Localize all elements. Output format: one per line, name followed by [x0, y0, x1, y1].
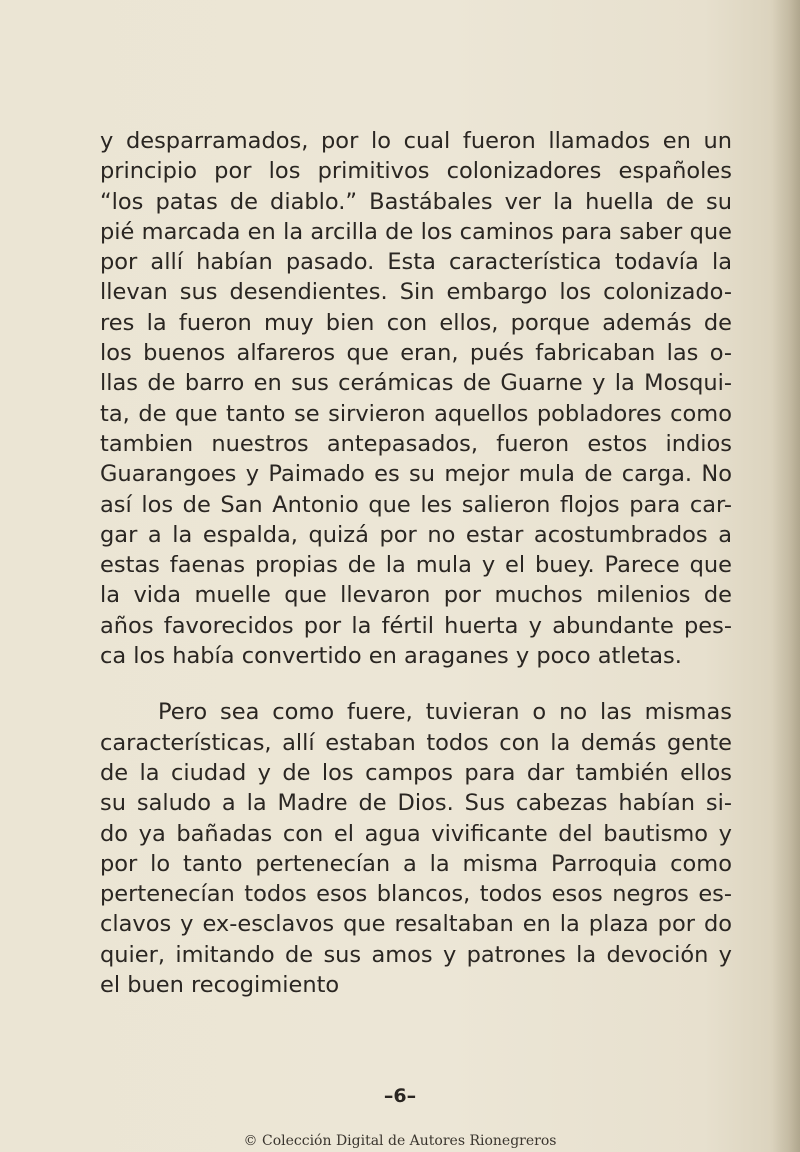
- paragraph-gap: [100, 671, 732, 697]
- page-edge-shadow: [772, 0, 800, 1152]
- text-line: ta, de que tanto se sirvieron aquellos pobladores como: [100, 400, 732, 427]
- text-line: características, allí estaban todos con la demás gente: [100, 729, 732, 756]
- paragraph: [100, 697, 732, 1000]
- text-line: así los de San Antonio que les salieron flojos para car-: [100, 491, 732, 518]
- text-line: llas de barro en sus cerámicas de Guarne y la Mosqui-: [100, 370, 732, 397]
- text-line: de la ciudad y de los campos para dar también ellos: [100, 759, 732, 786]
- text-line: Guarangoes y Paimado es su mejor mula de carga. No: [100, 461, 732, 488]
- text-line: quier, imitando de sus amos y patrones la devoción y: [100, 941, 732, 968]
- text-line: por allí habían pasado. Esta característica todavía la: [100, 249, 732, 276]
- text-line: gar a la espalda, quizá por no estar acostumbrados a: [100, 521, 732, 548]
- body-text: [100, 126, 732, 1000]
- text-line: “los patas de diablo.” Bastábales ver la huella de su: [100, 188, 732, 215]
- text-line: llevan sus desendientes. Sin embargo los colonizado-: [100, 279, 732, 306]
- text-line: do ya bañadas con el agua vivificante del bautismo y: [100, 820, 732, 847]
- text-line: y desparramados, por lo cual fueron llamados en un: [100, 128, 732, 154]
- text-line: pertenecían todos esos blancos, todos esos negros es-: [100, 881, 732, 908]
- text-line: el buen recogimiento: [100, 972, 340, 999]
- text-line: res la fueron muy bien con ellos, porque además de: [100, 309, 732, 336]
- text-line: años favorecidos por la fértil huerta y abundante pes-: [100, 612, 732, 639]
- text-line: su saludo a la Madre de Dios. Sus cabezas habían si-: [100, 790, 732, 817]
- text-line: ca los había convertido en araganes y poco atletas.: [100, 643, 682, 670]
- text-line: principio por los primitivos colonizadores españoles: [100, 158, 732, 185]
- text-line: la vida muelle que llevaron por muchos milenios de: [100, 582, 732, 609]
- text-line: pié marcada en la arcilla de los caminos para saber que: [100, 218, 732, 245]
- page-number: –6–: [383, 1085, 417, 1107]
- text-line: los buenos alfareros que eran, pués fabricaban las o-: [100, 340, 732, 367]
- copyright-notice: © Colección Digital de Autores Rionegreros: [243, 1133, 557, 1149]
- text-line: estas faenas propias de la mula y el buey. Parece que: [100, 552, 732, 579]
- text-line: clavos y ex-esclavos que resaltaban en la plaza por do: [100, 911, 732, 938]
- text-line: tambien nuestros antepasados, fueron estos indios: [100, 430, 732, 457]
- text-line: por lo tanto pertenecían a la misma Parroquia como: [100, 850, 732, 877]
- text-line: Pero sea como fuere, tuvieran o no las mismas: [158, 699, 732, 726]
- paragraph: [100, 126, 732, 671]
